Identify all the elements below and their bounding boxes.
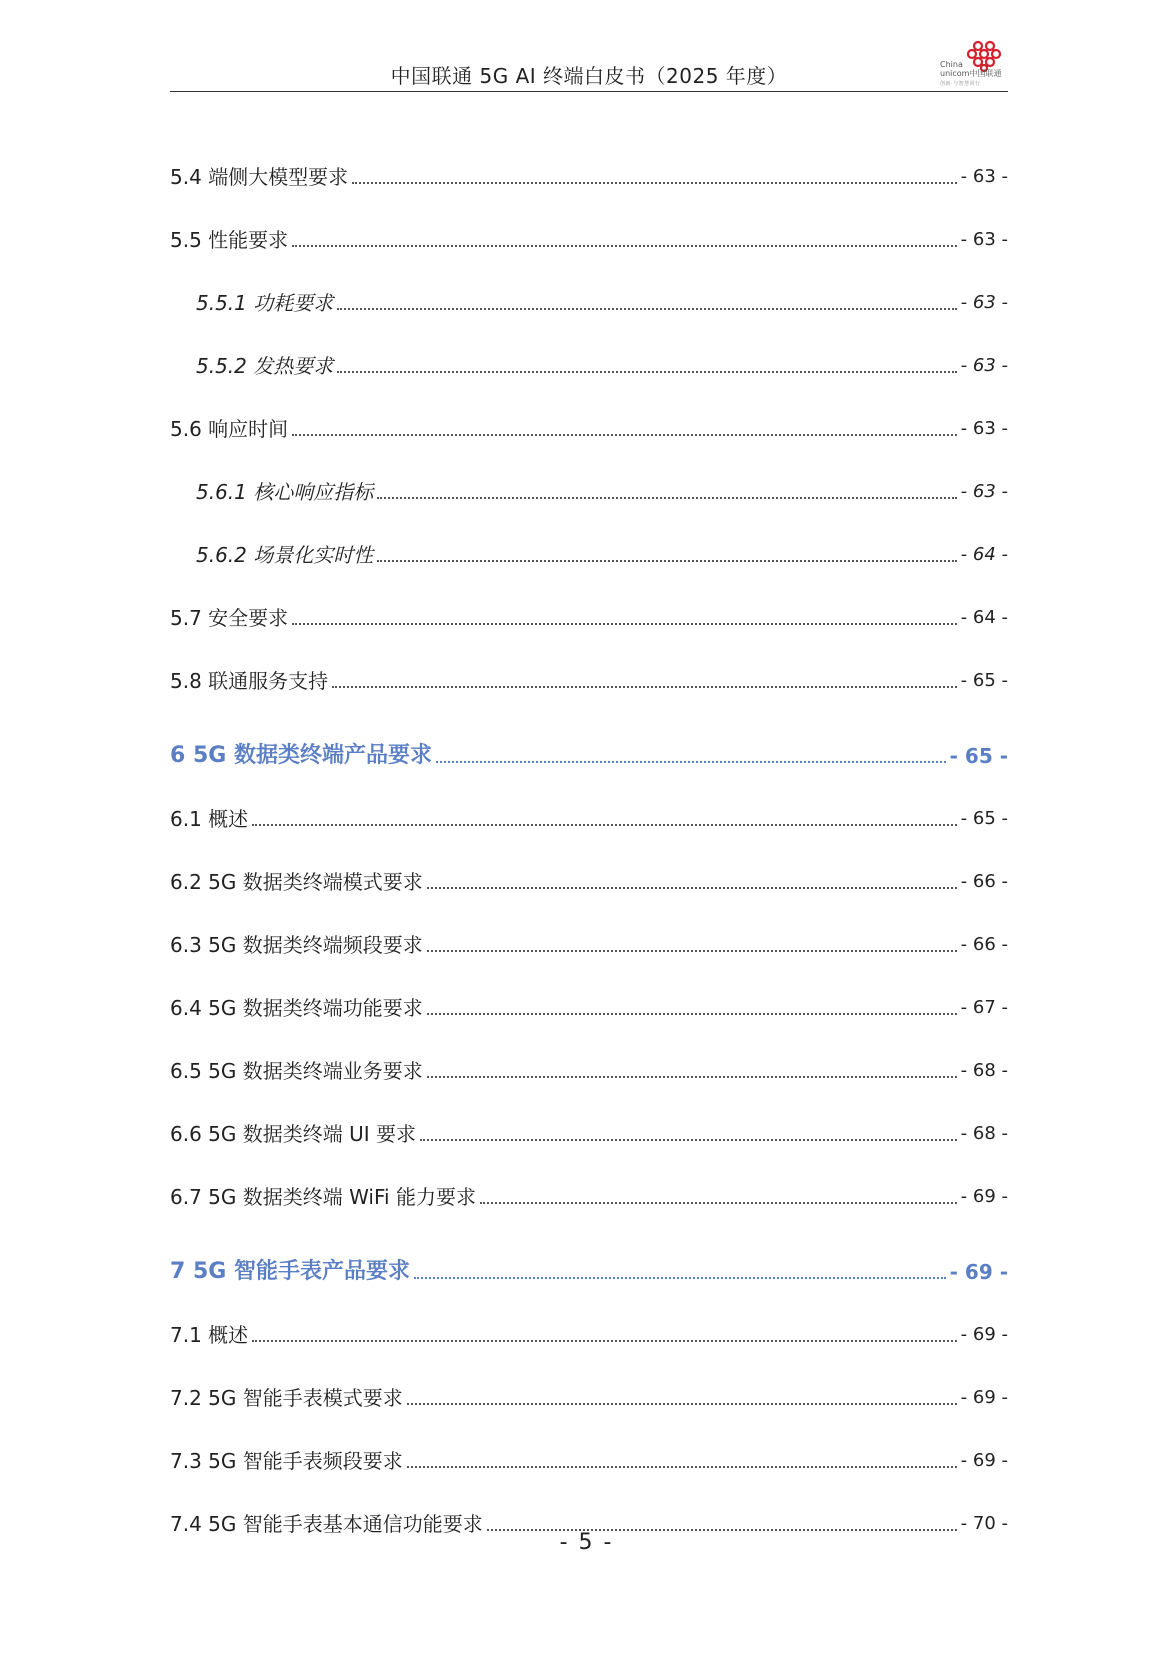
toc-entry-title: 6.7 5G 数据类终端 WiFi 能力要求 xyxy=(170,1185,476,1209)
toc-entry-title: 5.8 联通服务支持 xyxy=(170,669,329,693)
toc-entry-title: 5.6.1 核心响应指标 xyxy=(196,480,374,504)
toc-dot-leader xyxy=(352,181,956,184)
toc-entry[interactable] xyxy=(170,1085,1008,1148)
toc-dot-leader xyxy=(407,1465,957,1468)
toc-dot-leader xyxy=(427,1075,957,1078)
toc-entry-title: 6.1 概述 xyxy=(170,807,249,831)
toc-entry-page: - 63 - xyxy=(960,292,1008,313)
toc-dot-leader xyxy=(292,244,956,247)
toc-entry-page: - 65 - xyxy=(949,744,1008,768)
toc-entry[interactable] xyxy=(170,443,1008,506)
toc-entry-title: 7.3 5G 智能手表频段要求 xyxy=(170,1449,403,1473)
toc-entry-title: 6 5G 数据类终端产品要求 xyxy=(170,743,432,768)
toc-entry-page: - 65 - xyxy=(960,670,1008,691)
page-header xyxy=(170,40,1008,92)
toc-entry-title: 6.6 5G 数据类终端 UI 要求 xyxy=(170,1122,416,1146)
toc-entry-page: - 69 - xyxy=(960,1186,1008,1207)
toc-dot-leader xyxy=(420,1138,957,1141)
toc-entry-title: 7.4 5G 智能手表基本通信功能要求 xyxy=(170,1512,483,1536)
toc-entry-page: - 68 - xyxy=(960,1123,1008,1144)
toc-entry-page: - 69 - xyxy=(949,1260,1008,1284)
table-of-contents xyxy=(170,128,1008,1538)
toc-entry-page: - 63 - xyxy=(960,229,1008,250)
toc-dot-leader xyxy=(292,433,956,436)
toc-dot-leader xyxy=(252,1339,956,1342)
toc-dot-leader xyxy=(427,1012,957,1015)
toc-entry-title: 6.2 5G 数据类终端模式要求 xyxy=(170,870,423,894)
toc-entry-page: - 66 - xyxy=(960,934,1008,955)
toc-entry[interactable] xyxy=(170,506,1008,569)
toc-entry[interactable] xyxy=(170,254,1008,317)
toc-entry-title: 5.5.2 发热要求 xyxy=(196,354,334,378)
toc-entry[interactable] xyxy=(170,1148,1008,1211)
toc-entry[interactable] xyxy=(170,128,1008,191)
toc-entry-page: - 69 - xyxy=(960,1387,1008,1408)
toc-entry-title: 5.4 端侧大模型要求 xyxy=(170,165,349,189)
toc-entry[interactable] xyxy=(170,896,1008,959)
toc-entry[interactable] xyxy=(170,1211,1008,1286)
toc-entry-page: - 69 - xyxy=(960,1324,1008,1345)
toc-dot-leader xyxy=(292,622,956,625)
toc-entry-title: 5.5 性能要求 xyxy=(170,228,289,252)
toc-entry-title: 5.6 响应时间 xyxy=(170,417,289,441)
toc-entry-title: 7.2 5G 智能手表模式要求 xyxy=(170,1386,403,1410)
toc-entry-title: 5.7 安全要求 xyxy=(170,606,289,630)
toc-entry[interactable] xyxy=(170,380,1008,443)
toc-entry-page: - 64 - xyxy=(960,544,1008,565)
toc-entry[interactable] xyxy=(170,959,1008,1022)
toc-entry[interactable] xyxy=(170,569,1008,632)
toc-entry[interactable] xyxy=(170,1022,1008,1085)
toc-dot-leader xyxy=(427,949,957,952)
toc-entry[interactable] xyxy=(170,770,1008,833)
toc-dot-leader xyxy=(414,1276,946,1279)
china-unicom-logo xyxy=(940,40,1004,88)
toc-dot-leader xyxy=(436,760,946,763)
toc-entry-page: - 65 - xyxy=(960,808,1008,829)
toc-entry-page: - 63 - xyxy=(960,166,1008,187)
toc-dot-leader xyxy=(337,370,956,373)
header-divider xyxy=(170,91,1008,92)
toc-entry[interactable] xyxy=(170,1412,1008,1475)
toc-dot-leader xyxy=(337,307,956,310)
toc-dot-leader xyxy=(407,1402,957,1405)
toc-entry-title: 6.4 5G 数据类终端功能要求 xyxy=(170,996,423,1020)
toc-dot-leader xyxy=(377,496,956,499)
logo-slogan: 创新·与智慧同行 xyxy=(940,81,981,87)
toc-dot-leader xyxy=(427,886,957,889)
toc-entry[interactable] xyxy=(170,695,1008,770)
toc-entry[interactable] xyxy=(170,1286,1008,1349)
toc-entry[interactable] xyxy=(170,317,1008,380)
toc-entry-page: - 70 - xyxy=(960,1513,1008,1534)
toc-dot-leader xyxy=(252,823,956,826)
toc-dot-leader xyxy=(480,1201,957,1204)
toc-entry[interactable] xyxy=(170,1349,1008,1412)
toc-entry-page: - 68 - xyxy=(960,1060,1008,1081)
document-title: 中国联通 5G AI 终端白皮书（2025 年度） xyxy=(390,64,788,88)
logo-wordmark: China unicom中国联通 xyxy=(940,60,1002,78)
toc-entry[interactable] xyxy=(170,191,1008,254)
toc-entry-page: - 63 - xyxy=(960,355,1008,376)
toc-entry-title: 7.1 概述 xyxy=(170,1323,249,1347)
toc-entry-title: 5.6.2 场景化实时性 xyxy=(196,543,374,567)
toc-entry[interactable] xyxy=(170,833,1008,896)
toc-dot-leader xyxy=(377,559,956,562)
toc-entry-page: - 63 - xyxy=(960,418,1008,439)
toc-entry-title: 7 5G 智能手表产品要求 xyxy=(170,1259,410,1284)
toc-entry-page: - 67 - xyxy=(960,997,1008,1018)
toc-entry-page: - 64 - xyxy=(960,607,1008,628)
toc-entry[interactable] xyxy=(170,632,1008,695)
toc-entry-title: 6.5 5G 数据类终端业务要求 xyxy=(170,1059,423,1083)
toc-entry[interactable] xyxy=(170,1475,1008,1538)
toc-entry-page: - 63 - xyxy=(960,481,1008,502)
toc-entry-page: - 66 - xyxy=(960,871,1008,892)
page-number: - 5 - xyxy=(559,1530,614,1555)
toc-entry-title: 6.3 5G 数据类终端频段要求 xyxy=(170,933,423,957)
toc-dot-leader xyxy=(332,685,956,688)
toc-entry-title: 5.5.1 功耗要求 xyxy=(196,291,334,315)
toc-entry-page: - 69 - xyxy=(960,1450,1008,1471)
